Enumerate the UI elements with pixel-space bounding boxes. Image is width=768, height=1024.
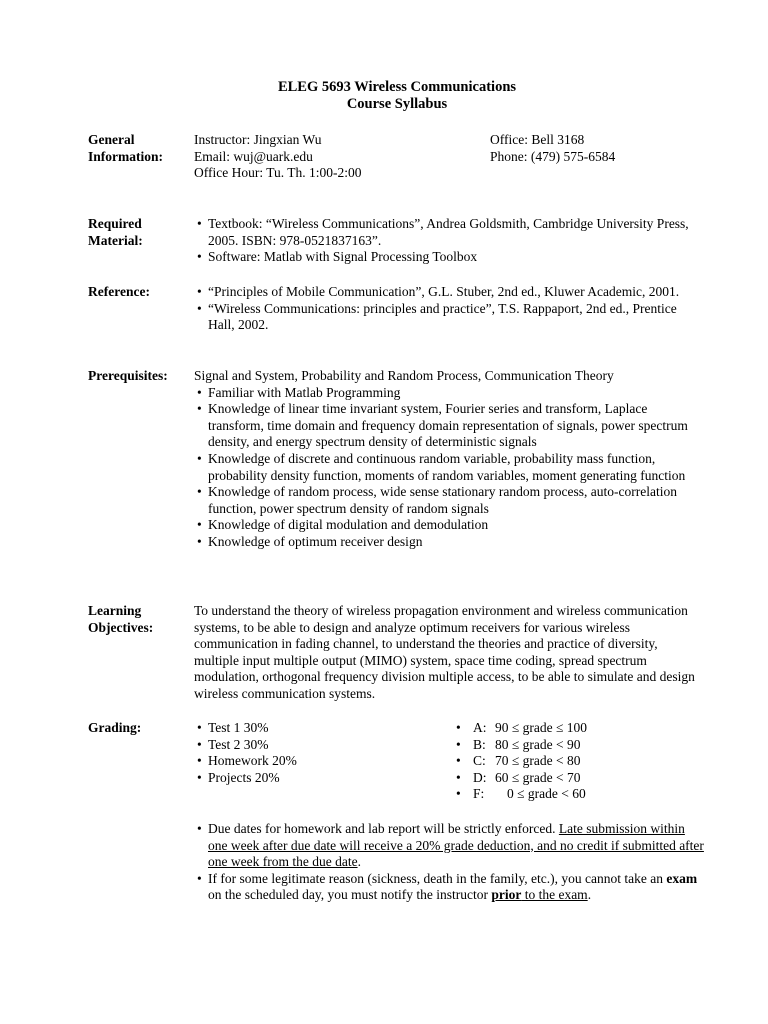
reference-label: Reference: [88, 284, 150, 299]
required-material-section [88, 216, 708, 268]
grading-section [88, 720, 708, 806]
list-item: • Knowledge of digital modulation and demodulation [197, 517, 489, 533]
list-item: • Textbook: “Wireless Communications”, Andrea Goldsmith, Cambridge University Press, 2005. ISBN: 978-0521837163”. [197, 216, 689, 248]
course-title: ELEG 5693 Wireless Communications [277, 79, 517, 95]
required-material-label: Required Material: [88, 216, 143, 248]
policies-list [194, 821, 704, 904]
learning-objectives-section [88, 603, 708, 705]
instructor-line: Instructor: Jingxian Wu [194, 132, 322, 147]
list-item: • Test 2 30% [197, 736, 269, 752]
course-subtitle: Course Syllabus [346, 96, 448, 112]
list-item: • Test 1 30% [197, 720, 269, 735]
list-item: • A: 90 ≤ grade ≤ 100 [456, 720, 588, 735]
list-item: • Knowledge of random process, wide sense stationary random process, auto-correlation function, power spectrum density of random signals [197, 484, 677, 516]
learning-objectives-text: To understand the theory of wireless propagation environment and wireless communication systems, to be able to design and analyze optimum receivers for various wireless communication in fading channel, to understand the theories and practice of diversity, multiple input multiple output (MIMO) system, space time coding, spread spectrum modulation, orthogonal frequency division multiple access, to be able to simulate and design wireless communication systems. [194, 603, 695, 701]
list-item: • Knowledge of discrete and continuous random variable, probability mass function, probability density function, moments of random variables, moment generating function [197, 450, 686, 483]
prerequisites-content [194, 368, 704, 551]
list-item: • Software: Matlab with Signal Processing Toolbox [197, 249, 478, 265]
office-line: Office: Bell 3168 [490, 132, 585, 147]
reference-list [194, 284, 704, 334]
list-item: • Due dates for homework and lab report will be strictly enforced. Late submission within one week after due date will receive a 20% grade deduction, and no credit if submitted after one week from the due date. [197, 821, 704, 870]
general-information-label: General Information: [88, 132, 163, 164]
office-hour-line: Office Hour: Tu. Th. 1:00-2:00 [194, 165, 362, 181]
list-item: • Knowledge of optimum receiver design [197, 533, 423, 549]
contact-column [490, 132, 710, 165]
required-material-list [194, 216, 704, 266]
list-item: • Homework 20% [197, 753, 297, 769]
email-line: Email: wuj@uark.edu [194, 148, 313, 164]
learning-objectives-label: Learning Objectives: [88, 603, 154, 635]
prerequisites-list [194, 385, 704, 551]
policies-section [88, 821, 708, 925]
late-policy-text: Late submission within one week after due date will receive a 20% grade deduction, and no credit if submitted after one week from the due date [208, 821, 704, 870]
exam-emphasis: exam [666, 870, 698, 886]
list-item: • C: 70 ≤ grade < 80 [456, 753, 581, 769]
prerequisites-section [88, 368, 708, 588]
list-item: • Projects 20% [197, 769, 280, 785]
prerequisites-label: Prerequisites: [88, 368, 168, 383]
grade-scale-list [453, 720, 693, 803]
list-item: • “Principles of Mobile Communication”, G.L. Stuber, 2nd ed., Kluwer Academic, 2001. [197, 284, 680, 299]
general-information-section [88, 132, 708, 184]
list-item: • D: 60 ≤ grade < 70 [456, 769, 581, 785]
list-item: • If for some legitimate reason (sickness, death in the family, etc.), you cannot take an exam on the scheduled day, you must notify the instructor prior to the exam. [197, 870, 698, 903]
grading-label: Grading: [88, 720, 142, 735]
prior-emphasis: prior [491, 887, 522, 903]
phone-line: Phone: (479) 575-6584 [490, 148, 616, 164]
list-item: • “Wireless Communications: principles and practice”, T.S. Rappaport, 2nd ed., Prentice Hall, 2002. [197, 300, 677, 333]
list-item: • F: 0 ≤ grade < 60 [456, 786, 586, 802]
list-item: • B: 80 ≤ grade < 90 [456, 736, 581, 752]
list-item: • Familiar with Matlab Programming [197, 384, 401, 400]
reference-section [88, 284, 708, 352]
syllabus-header [0, 79, 768, 113]
prerequisites-intro: Signal and System, Probability and Random Process, Communication Theory [194, 368, 614, 383]
list-item: • Knowledge of linear time invariant system, Fourier series and transform, Laplace transform, time domain and frequency domain representation of signals, power spectrum density, and energy spectrum density of deterministic signals [197, 401, 688, 450]
